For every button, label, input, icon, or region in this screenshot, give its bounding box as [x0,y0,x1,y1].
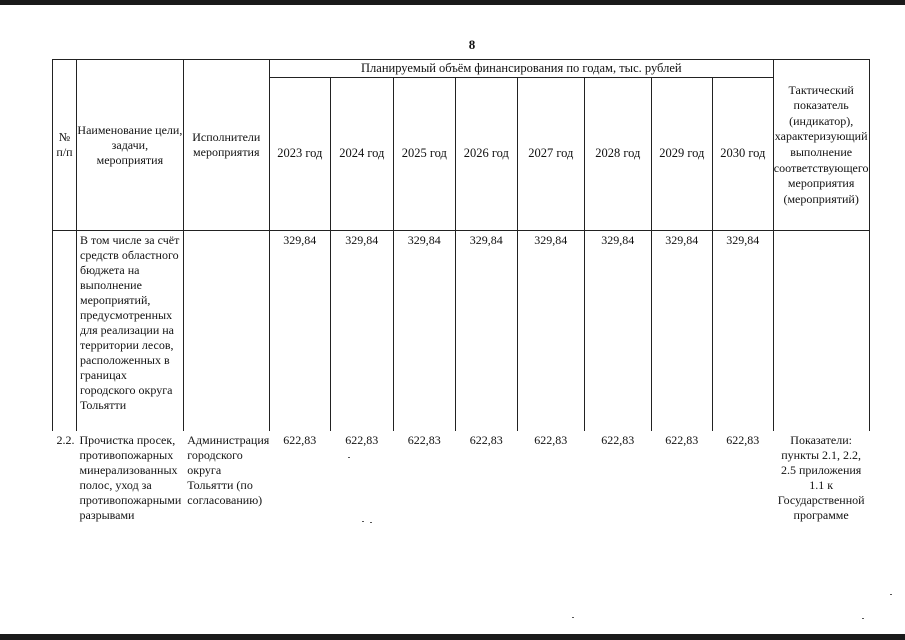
row-value: 329,84 [455,231,517,432]
row-value: 622,83 [345,433,379,447]
row-value: 329,84 [269,231,330,432]
page-number: 8 [468,37,476,52]
scan-top-edge [0,0,905,5]
scan-speck [370,522,372,523]
table-row [53,431,870,618]
header-year: 2026 год [455,78,517,231]
scan-speck [362,521,364,522]
scan-speck [862,618,864,619]
row-executors: Администрация городского округа Тольятти (по согласованию) [187,433,270,507]
row-value: 622,83 [665,433,699,447]
header-year: 2030 год [712,78,773,231]
header-year: 2029 год [651,78,712,231]
scan-speck [348,457,350,458]
header-name: Наименование цели, задачи, мероприятия [77,60,184,231]
row-number [53,231,77,432]
row-indicator [773,231,869,432]
row-value: 329,84 [393,231,455,432]
financing-table [52,59,870,618]
row-value: 622,83 [469,433,503,447]
row-name: Прочистка просек, противопожарных минерализованных полос, уход за противопожарными разрывами [79,433,182,522]
row-value: 622,83 [534,433,568,447]
header-year: 2028 год [584,78,651,231]
row-value: 329,84 [517,231,584,432]
row-value: 622,83 [407,433,441,447]
row-number: 2.2. [56,433,75,447]
header-year: 2027 год [517,78,584,231]
header-year: 2024 год [330,78,393,231]
row-indicator: Показатели: пункты 2.1, 2.2, 2.5 приложения 1.1 к Государственной программе [777,433,865,522]
scan-speck [890,594,892,595]
header-executors: Исполнители мероприятия [183,60,269,231]
row-value: 622,83 [601,433,635,447]
row-value: 329,84 [712,231,773,432]
scan-speck [572,617,574,618]
row-value: 622,83 [283,433,317,447]
header-year: 2025 год [393,78,455,231]
row-value: 622,83 [726,433,760,447]
row-value: 329,84 [584,231,651,432]
header-number: № п/п [53,60,77,231]
row-value: 329,84 [330,231,393,432]
header-year: 2023 год [269,78,330,231]
header-plan-title: Планируемый объём финансирования по годам, тыс. рублей [269,60,773,78]
row-value: 329,84 [651,231,712,432]
header-indicator: Тактический показатель (индикатор), характеризующий выполнение соответствующего мероприятия (мероприятий) [773,60,869,231]
row-name: В том числе за счёт средств областного бюджета на выполнение мероприятий, предусмотренных для реализации на территории лесов, расположенных в границах городского округа Тольятти [77,231,184,432]
table-row [53,231,870,432]
scan-bottom-edge [0,634,905,640]
row-executors [183,231,269,432]
